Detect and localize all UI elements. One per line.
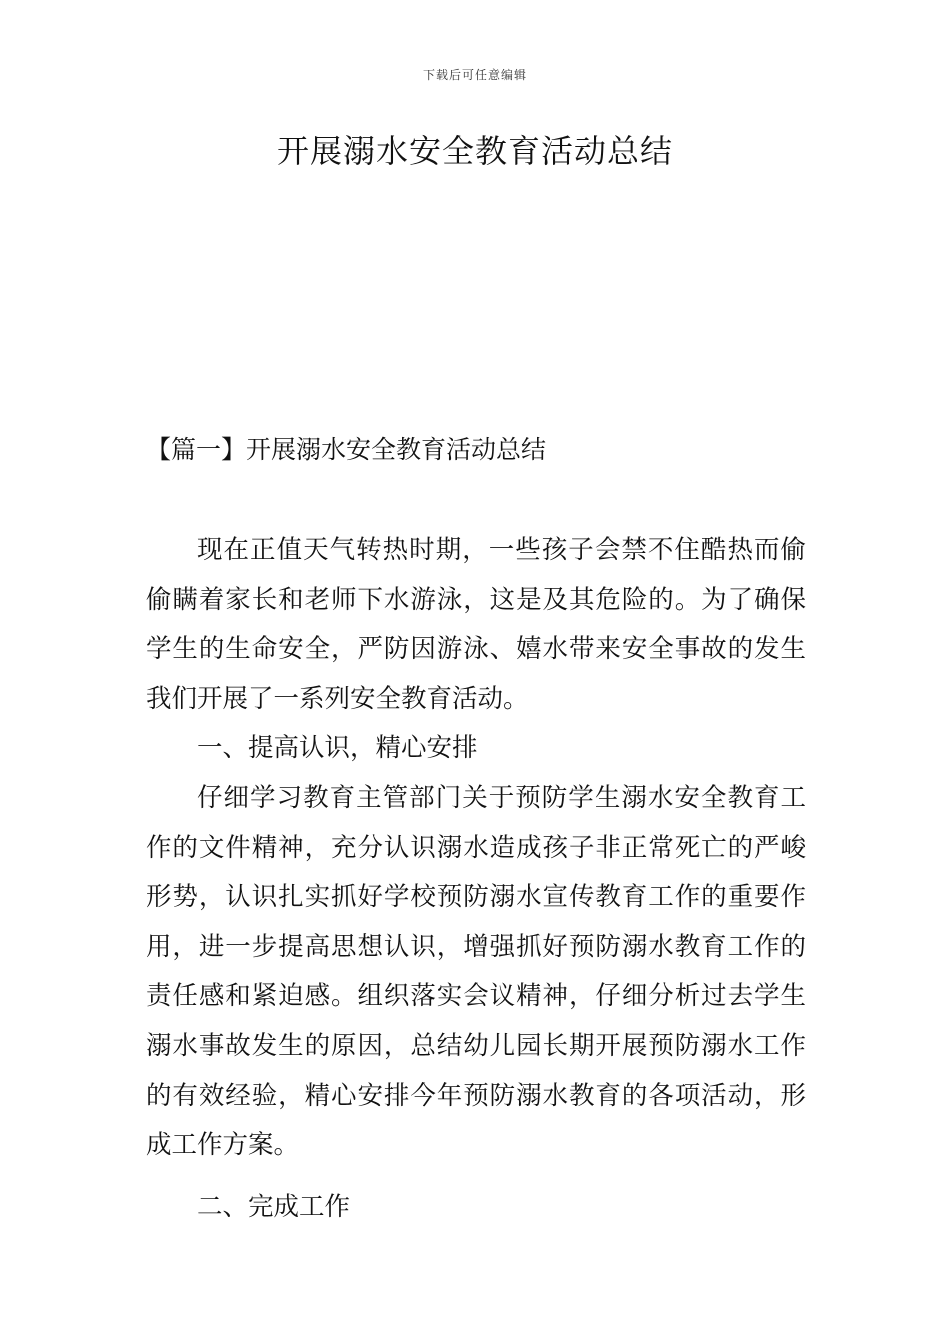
header-note: 下载后可任意编辑 <box>422 68 527 82</box>
paragraph-1: 仔细学习教育主管部门关于预防学生溺水安全教育工作的文件精神，充分认识溺水造成孩子非正常死亡的严峻形势，认识扎实抓好学校预防溺水宣传教育工作的重要作用，进一步提高思想认识，增强抓好预防溺水教育工作的责任感和紧迫感。组织落实会议精神，仔细分析过去学生溺水事故发生的原因，总结幼儿园长期开展预防溺水工作的有效经验，精心安排今年预防溺水教育的各项活动，形成工作方案。 <box>146 782 806 1161</box>
subheading-2: 二、完成工作 <box>197 1191 351 1222</box>
body-text <box>146 526 806 1232</box>
paragraph-intro: 现在正值天气转热时期，一些孩子会禁不住酷热而偷偷瞒着家长和老师下水游泳，这是及其危险的。为了确保学生的生命安全，严防因游泳、嬉水带来安全事故的发生我们开展了一系列安全教育活动。 <box>146 535 806 714</box>
subheading-1: 一、提高认识，精心安排 <box>197 733 478 764</box>
document-title: 开展溺水安全教育活动总结 <box>276 132 673 170</box>
section-heading: 【篇一】开展溺水安全教育活动总结 <box>146 435 547 464</box>
